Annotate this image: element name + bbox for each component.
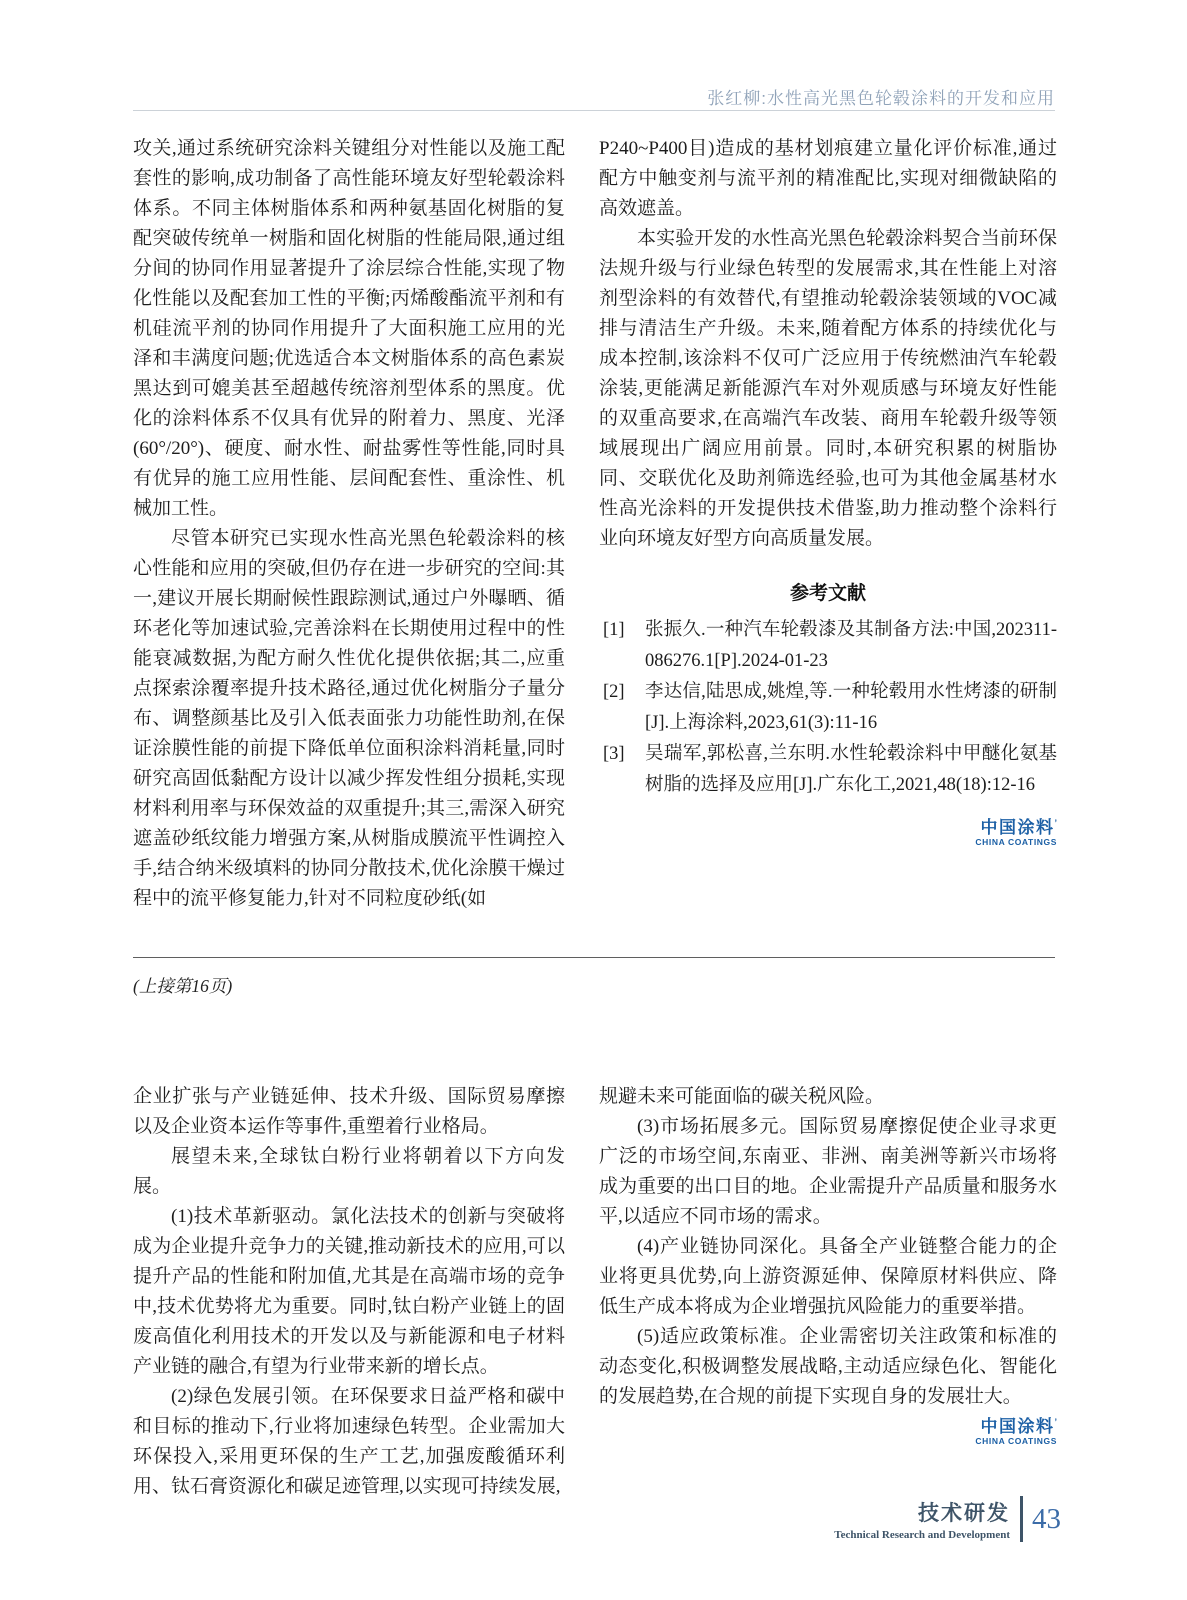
references-heading: 参考文献 xyxy=(789,583,866,604)
logo-text-cn: 中国涂料 xyxy=(980,818,1055,837)
page-footer xyxy=(834,1496,1061,1542)
footer-section-title-cn: 技术研发 xyxy=(918,1502,1010,1525)
paragraph: (3)市场拓展多元。国际贸易摩擦促使企业寻求更广泛的市场空间,东南亚、非洲、南美洲等新兴市场将成为重要的出口目的地。企业需提升产品质量和服务水平,以适应不同市场的需求。 xyxy=(599,1116,1057,1227)
reference-marker: [1] xyxy=(603,620,625,640)
paragraph: (4)产业链协同深化。具备全产业链整合能力的企业将更具优势,向上游资源延伸、保障原材料供应、降低生产成本将成为企业增强抗风险能力的重要举措。 xyxy=(599,1236,1057,1317)
paragraph: 攻关,通过系统研究涂料关键组分对性能以及施工配套性的影响,成功制备了高性能环境友好型轮毂涂料体系。不同主体树脂体系和两种氨基固化树脂的复配突破传统单一树脂和固化树脂的性能局限,通过组分间的协同作用显著提升了涂层综合性能,实现了物化性能以及配套加工性的平衡;丙烯酸酯流平剂和有机硅流平剂的协同作用提升了大面积施工应用的光泽和丰满度问题;优选适合本文树脂体系的高色素炭黑达到可媲美甚至超越传统溶剂型体系的黑度。优化的涂料体系不仅具有优异的附着力、黑度、光泽(60°/20°)、硬度、耐水性、耐盐雾性等性能,同时具有优异的施工应用性能、层间配套性、重涂性、机械加工性。 xyxy=(133,138,565,519)
paragraph: 企业扩张与产业链延伸、技术升级、国际贸易摩擦以及企业资本运作等事件,重塑着行业格局。 xyxy=(133,1086,565,1137)
article-main-right-column xyxy=(599,134,1057,914)
reference-text: 李达信,陆思成,姚煌,等.一种轮毂用水性烤漆的研制[J].上海涂料,2023,61(3):11-16 xyxy=(645,682,1057,733)
china-coatings-logo xyxy=(599,819,1057,847)
paragraph: 本实验开发的水性高光黑色轮毂涂料契合当前环保法规升级与行业绿色转型的发展需求,其在性能上对溶剂型涂料的有效替代,有望推动轮毂涂装领域的VOC减排与清洁生产升级。未来,随着配方体系的持续优化与成本控制,该涂料不仅可广泛应用于传统燃油汽车轮毂涂装,更能满足新能源汽车对外观质感与环境友好性能的双重高要求,在高端汽车改装、商用车轮毂升级等领域展现出广阔应用前景。同时,本研究积累的树脂协同、交联优化及助剂筛选经验,也可为其他金属基材水性高光涂料的开发提供技术借鉴,助力推动整个涂料行业向环境友好型方向高质量发展。 xyxy=(599,228,1057,549)
paragraph: 尽管本研究已实现水性高光黑色轮毂涂料的核心性能和应用的突破,但仍存在进一步研究的空间:其一,建议开展长期耐候性跟踪测试,通过户外曝晒、循环老化等加速试验,完善涂料在长期使用过程中的性能衰减数据,为配方耐久性优化提供依据;其二,应重点探索涂覆率提升技术路径,通过优化树脂分子量分布、调整颜基比及引入低表面张力功能性助剂,在保证涂膜性能的前提下降低单位面积涂料消耗量,同时研究高固低黏配方设计以减少挥发性组分损耗,实现材料利用率与环保效益的双重提升;其三,需深入研究遮盖砂纸纹能力增强方案,从树脂成膜流平性调控入手,结合纳米级填料的协同分散技术,优化涂膜干燥过程中的流平修复能力,针对不同粒度砂纸(如 xyxy=(133,528,565,909)
trademark-mark: ’ xyxy=(1054,1417,1057,1427)
continuation-note: (上接第16页) xyxy=(133,976,233,996)
reference-marker: [2] xyxy=(603,682,625,702)
page-number: 43 xyxy=(1032,1502,1061,1535)
china-coatings-logo xyxy=(599,1418,1057,1446)
reference-text: 张振久.一种汽车轮毂漆及其制备方法:中国,202311-086276.1[P].2024-01-23 xyxy=(645,620,1057,671)
footer-divider-bar xyxy=(1020,1496,1023,1542)
footer-section-title-en: Technical Research and Development xyxy=(834,1529,1010,1541)
trademark-mark: ’ xyxy=(1054,818,1057,828)
reference-item xyxy=(599,739,1057,801)
paragraph: (1)技术革新驱动。氯化法技术的创新与突破将成为企业提升竞争力的关键,推动新技术的应用,可以提升产品的性能和附加值,尤其是在高端市场的竞争中,技术优势将尤为重要。同时,钛白粉产业链上的固废高值化利用技术的开发以及与新能源和电子材料产业链的融合,有望为行业带来新的增长点。 xyxy=(133,1206,565,1377)
running-title: 张红柳:水性高光黑色轮毂涂料的开发和应用 xyxy=(707,89,1055,108)
running-header xyxy=(707,84,1055,109)
logo-text-cn: 中国涂料 xyxy=(980,1417,1055,1436)
paragraph: P240~P400目)造成的基材划痕建立量化评价标准,通过配方中触变剂与流平剂的精准配比,实现对细微缺陷的高效遮盖。 xyxy=(599,138,1057,219)
paragraph: 展望未来,全球钛白粉行业将朝着以下方向发展。 xyxy=(133,1146,565,1197)
article-main-left-column xyxy=(133,134,565,914)
paragraph: 规避未来可能面临的碳关税风险。 xyxy=(599,1086,885,1107)
references-list xyxy=(599,615,1057,801)
china-coatings-logo-cn xyxy=(599,819,1057,836)
reference-marker: [3] xyxy=(603,744,625,764)
china-coatings-logo-cn xyxy=(599,1418,1057,1435)
china-coatings-logo-en: CHINA COATINGS xyxy=(975,837,1057,847)
article-continued-left-column xyxy=(133,1082,565,1502)
reference-item xyxy=(599,615,1057,677)
article-main xyxy=(133,134,1057,914)
article-continued xyxy=(133,1082,1057,1502)
section-divider xyxy=(133,957,1055,958)
reference-item xyxy=(599,677,1057,739)
china-coatings-logo-en: CHINA COATINGS xyxy=(975,1436,1057,1446)
reference-text: 吴瑞军,郭松喜,兰东明.水性轮毂涂料中甲醚化氨基树脂的选择及应用[J].广东化工,2021,48(18):12-16 xyxy=(645,744,1057,795)
paragraph: (2)绿色发展引领。在环保要求日益严格和碳中和目标的推动下,行业将加速绿色转型。企业需加大环保投入,采用更环保的生产工艺,加强废酸循环利用、钛石膏资源化和碳足迹管理,以实现可持续发展, xyxy=(133,1386,565,1497)
footer-section-labels xyxy=(834,1497,1010,1541)
paragraph: (5)适应政策标准。企业需密切关注政策和标准的动态变化,积极调整发展战略,主动适应绿色化、智能化的发展趋势,在合规的前提下实现自身的发展壮大。 xyxy=(599,1326,1057,1407)
article-continued-right-column xyxy=(599,1082,1057,1502)
header-divider xyxy=(133,110,1055,111)
